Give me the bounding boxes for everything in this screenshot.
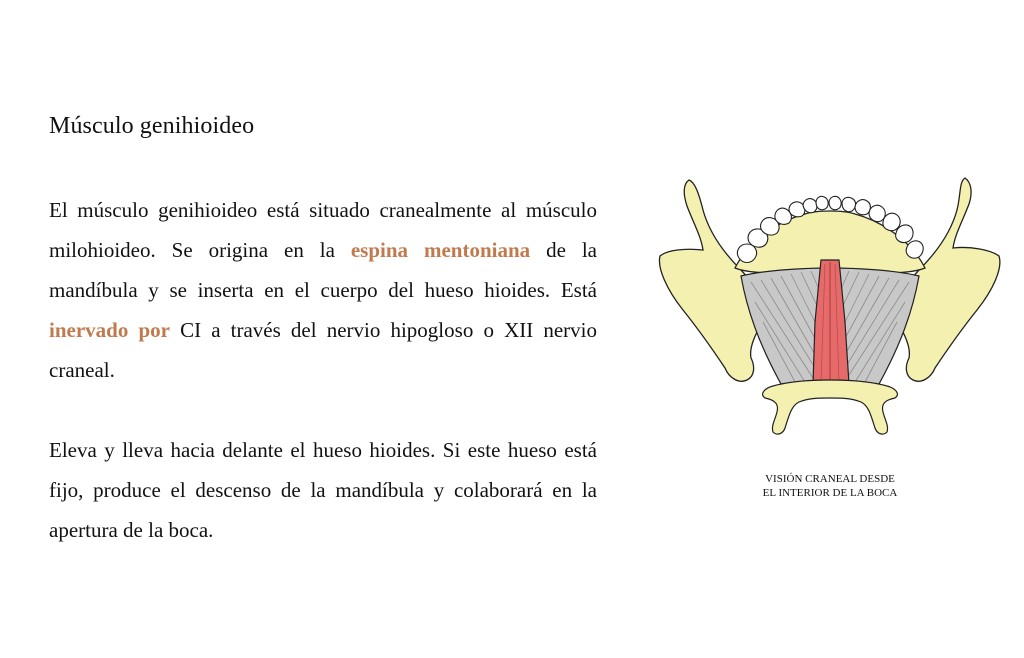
anatomy-illustration: [655, 172, 1005, 442]
caption-line-2: EL INTERIOR DE LA BOCA: [762, 487, 898, 499]
page-title: Músculo genihioideo: [49, 113, 255, 139]
body-text: [49, 190, 597, 550]
link-espina-mentoniana[interactable]: espina mentoniana: [350, 238, 531, 262]
figure-caption: [730, 472, 930, 500]
link-inervado-por[interactable]: inervado por: [49, 318, 170, 342]
paragraph-description: [49, 190, 597, 390]
paragraph-text-c: CI a través del nervio hipogloso o XII nervio craneal.: [49, 318, 597, 382]
paragraph-text-a: El músculo genihioideo está situado cranealmente al músculo milohioideo. Se origina en la: [49, 198, 597, 262]
geniohyoid-diagram: [655, 172, 1005, 442]
caption-line-1: VISIÓN CRANEAL DESDE: [765, 473, 895, 485]
hyoid-bone: [763, 380, 898, 434]
paragraph-function: Eleva y lleva hacia delante el hueso hioides. Si este hueso está fijo, produce el descenso de la mandíbula y colaborará en la apertura de la boca.: [49, 438, 597, 542]
paragraph-text-b: de la mandíbula y se inserta en el cuerpo del hueso hioides. Está: [49, 238, 597, 302]
